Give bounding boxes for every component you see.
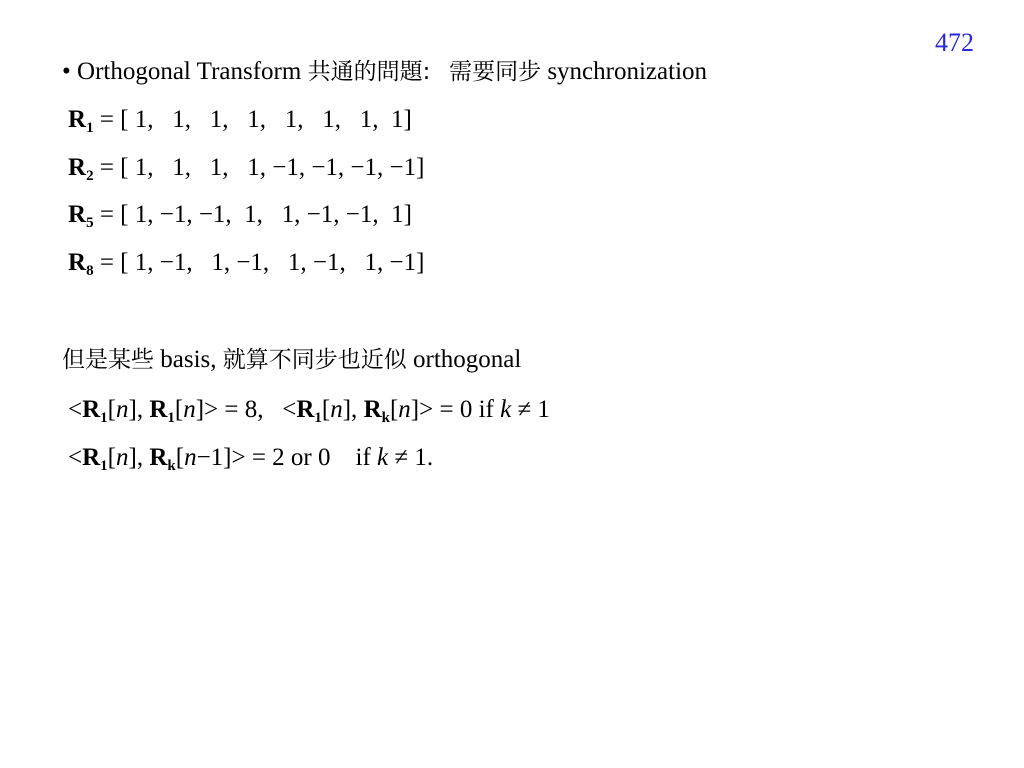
r-symbol: R xyxy=(363,396,382,423)
basis-text-en: basis, xyxy=(154,346,223,373)
equals-0: ]> = 0 if xyxy=(410,396,501,423)
bracket: [ xyxy=(321,396,331,423)
vector-subscript: 8 xyxy=(86,263,94,279)
separator: ], xyxy=(342,396,364,423)
vector-subscript: 1 xyxy=(86,120,94,136)
subscript-k: k xyxy=(167,458,176,474)
r-symbol: R xyxy=(149,396,168,423)
heading-gap xyxy=(430,58,449,85)
equals-2-or-0: −1]> = 2 or 0 if xyxy=(196,444,378,471)
vector-line-r1 xyxy=(68,104,412,136)
n-var: n xyxy=(116,444,129,471)
vector-line-r2 xyxy=(68,152,424,184)
vector-values: = [ 1, −1, 1, −1, 1, −1, 1, −1] xyxy=(93,249,425,276)
bracket: [ xyxy=(174,396,184,423)
heading-text-en: Orthogonal Transform xyxy=(77,58,308,85)
bracket: [ xyxy=(107,444,116,471)
basis-line xyxy=(62,344,521,376)
k-var: k xyxy=(377,444,389,471)
subscript: 1 xyxy=(100,458,108,474)
bracket: [ xyxy=(107,396,116,423)
basis-text-zh2: 就算不同步也近似 xyxy=(222,347,407,373)
not-equal-1: ≠ 1. xyxy=(388,444,434,471)
n-var: n xyxy=(330,396,343,423)
vector-name: R xyxy=(68,154,87,181)
n-var: n xyxy=(183,396,196,423)
subscript: 1 xyxy=(100,410,108,426)
inner-product-line-1 xyxy=(68,394,550,426)
vector-values: = [ 1, −1, −1, 1, 1, −1, −1, 1] xyxy=(93,201,412,228)
vector-values: = [ 1, 1, 1, 1, −1, −1, −1, −1] xyxy=(93,154,425,181)
subscript-k: k xyxy=(381,410,390,426)
separator: ], xyxy=(128,444,150,471)
equals-8: ]> = 8, < xyxy=(195,396,297,423)
bracket: [ xyxy=(389,396,399,423)
separator: ], xyxy=(128,396,150,423)
lt-symbol: < xyxy=(68,444,83,471)
vector-name: R xyxy=(68,106,87,133)
n-var: n xyxy=(398,396,411,423)
r-symbol: R xyxy=(82,396,101,423)
r-symbol: R xyxy=(82,444,101,471)
bullet-icon: • xyxy=(62,58,71,85)
vector-values: = [ 1, 1, 1, 1, 1, 1, 1, 1] xyxy=(93,106,412,133)
not-equal-1: ≠ 1 xyxy=(511,396,550,423)
basis-text-en2: orthogonal xyxy=(406,346,522,373)
basis-text-zh: 但是某些 xyxy=(62,347,154,373)
r-symbol: R xyxy=(296,396,315,423)
heading-line xyxy=(62,56,707,88)
bracket: [ xyxy=(175,444,185,471)
inner-product-line-2 xyxy=(68,442,433,474)
heading-text-en2: synchronization xyxy=(541,58,708,85)
vector-name: R xyxy=(68,249,87,276)
vector-subscript: 2 xyxy=(86,168,94,184)
subscript: 1 xyxy=(314,410,322,426)
n-var: n xyxy=(116,396,129,423)
vector-line-r8 xyxy=(68,247,424,279)
lt-symbol: < xyxy=(68,396,83,423)
page-number: 472 xyxy=(935,28,974,57)
heading-text-zh2: 需要同步 xyxy=(449,59,542,85)
heading-text-zh: 共通的問題: xyxy=(307,59,431,85)
subscript: 1 xyxy=(167,410,175,426)
r-symbol: R xyxy=(149,444,168,471)
vector-name: R xyxy=(68,201,87,228)
vector-subscript: 5 xyxy=(86,215,94,231)
n-var: n xyxy=(184,444,197,471)
vector-line-r5 xyxy=(68,199,412,231)
k-var: k xyxy=(500,396,512,423)
